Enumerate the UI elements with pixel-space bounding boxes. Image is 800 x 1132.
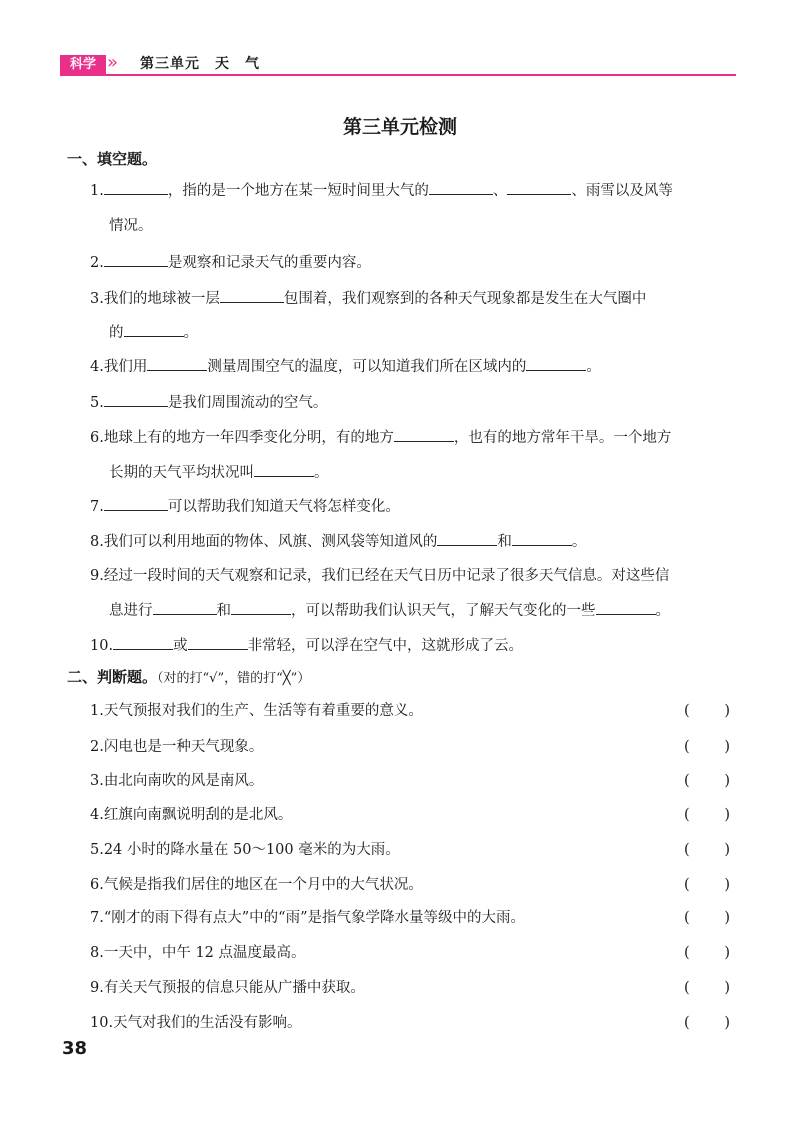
subject-tab: 科学 [60,55,106,74]
paren-open: ( [684,739,690,755]
answer-blank[interactable] [231,598,291,615]
answer-parentheses[interactable] [684,1011,730,1035]
page-title: 第三单元检测 [342,116,457,138]
answer-blank[interactable] [153,598,217,615]
statement-text: 2.闪电也是一种天气现象。 [90,739,264,755]
paren-open: ( [684,980,690,996]
statement-text: 3.由北向南吹的风是南风。 [90,773,264,789]
paren-open: ( [684,945,690,961]
paren-open: ( [684,807,690,823]
paren-open: ( [684,910,690,926]
statement-text: 9.有关天气预报的信息只能从广播中获取。 [90,980,365,996]
question-1-continued: 情况。 [109,218,153,234]
statement-text: 6.气候是指我们居住的地区在一个月中的大气状况。 [90,877,423,893]
question-3-continued: 的 。 [109,320,198,345]
question-3: 3.我们的地球被一层 包围着，我们观察到的各种天气现象都是发生在大气圈中 [90,286,646,311]
paren-open: ( [684,703,690,719]
true-false-item [90,699,730,723]
question-2: 2. 是观察和记录天气的重要内容。 [90,250,371,275]
question-7: 7. 可以帮助我们知道天气将怎样变化。 [90,494,400,519]
question-10: 10. 或 非常轻，可以浮在空气中，这就形成了云。 [90,633,523,658]
statement-text: 5.24 小时的降水量在 50～100 毫米的为大雨。 [90,842,400,858]
unit-title: 第三单元 天 气 [140,56,260,72]
paren-close: ) [724,1015,730,1031]
answer-blank[interactable] [437,529,497,546]
statement-text: 4.红旗向南飘说明刮的是北风。 [90,807,293,823]
answer-blank[interactable] [188,633,248,650]
page-number: 38 [62,1038,88,1059]
answer-parentheses[interactable] [684,941,730,965]
paren-close: ) [724,807,730,823]
paren-open: ( [684,1015,690,1031]
question-5: 5. 是我们周围流动的空气。 [90,390,327,415]
answer-blank[interactable] [254,460,314,477]
answer-blank[interactable] [104,390,168,407]
answer-blank[interactable] [220,286,284,303]
answer-parentheses[interactable] [684,906,730,930]
question-9: 9.经过一段时间的天气观察和记录，我们已经在天气日历中记录了很多天气信息。对这些信 [90,568,670,584]
answer-blank[interactable] [596,598,656,615]
paren-close: ) [724,739,730,755]
answer-parentheses[interactable] [684,838,730,862]
answer-parentheses[interactable] [684,873,730,897]
page-header [60,52,736,76]
statement-text: 1.天气预报对我们的生产、生活等有着重要的意义。 [90,703,423,719]
paren-open: ( [684,773,690,789]
instruction-note: （对的打“√”，错的打“╳”） [157,671,311,686]
answer-blank[interactable] [104,494,168,511]
true-false-item [90,838,730,862]
question-1: 1. ，指的是一个地方在某一短时间里大气的 、 、雨雪以及风等 [90,178,673,203]
true-false-item [90,803,730,827]
answer-parentheses[interactable] [684,976,730,1000]
paren-close: ) [724,980,730,996]
answer-blank[interactable] [147,354,207,371]
paren-open: ( [684,877,690,893]
true-false-item [90,976,730,1000]
chevron-right-icon: » [107,52,113,73]
answer-parentheses[interactable] [684,699,730,723]
header-divider [60,74,736,76]
answer-parentheses[interactable] [684,735,730,759]
paren-open: ( [684,842,690,858]
paren-close: ) [724,703,730,719]
statement-text: 7.“刚才的雨下得有点大”中的“雨”是指气象学降水量等级中的大雨。 [90,910,525,926]
answer-blank[interactable] [104,178,168,195]
paren-close: ) [724,842,730,858]
answer-blank[interactable] [104,250,168,267]
question-8: 8.我们可以利用地面的物体、风旗、测风袋等知道风的 和 。 [90,529,586,554]
answer-parentheses[interactable] [684,769,730,793]
paren-close: ) [724,945,730,961]
answer-blank[interactable] [394,425,454,442]
true-false-item [90,873,730,897]
true-false-item [90,941,730,965]
statement-text: 8.一天中，中午 12 点温度最高。 [90,945,306,961]
true-false-item [90,769,730,793]
answer-blank[interactable] [512,529,572,546]
true-false-item [90,906,730,930]
question-4: 4.我们用 测量周围空气的温度，可以知道我们所在区域内的 。 [90,354,601,379]
question-6: 6.地球上有的地方一年四季变化分明，有的地方 ，也有的地方常年干旱。一个地方 [90,425,671,450]
section-true-false-heading: 二、判断题。（对的打“√”，错的打“╳”） [67,668,311,686]
paren-close: ) [724,877,730,893]
paren-close: ) [724,773,730,789]
answer-blank[interactable] [124,320,184,337]
answer-blank[interactable] [507,178,571,195]
answer-blank[interactable] [526,354,586,371]
question-9-continued: 息进行 和 ，可以帮助我们认识天气，了解天气变化的一些 。 [109,598,670,623]
section-fill-blank-heading: 一、填空题。 [67,150,158,168]
true-false-item [90,1011,730,1035]
answer-parentheses[interactable] [684,803,730,827]
true-false-item [90,735,730,759]
question-6-continued: 长期的天气平均状况叫 。 [109,460,329,485]
answer-blank[interactable] [429,178,493,195]
paren-close: ) [724,910,730,926]
statement-text: 10.天气对我们的生活没有影响。 [90,1015,302,1031]
answer-blank[interactable] [113,633,173,650]
